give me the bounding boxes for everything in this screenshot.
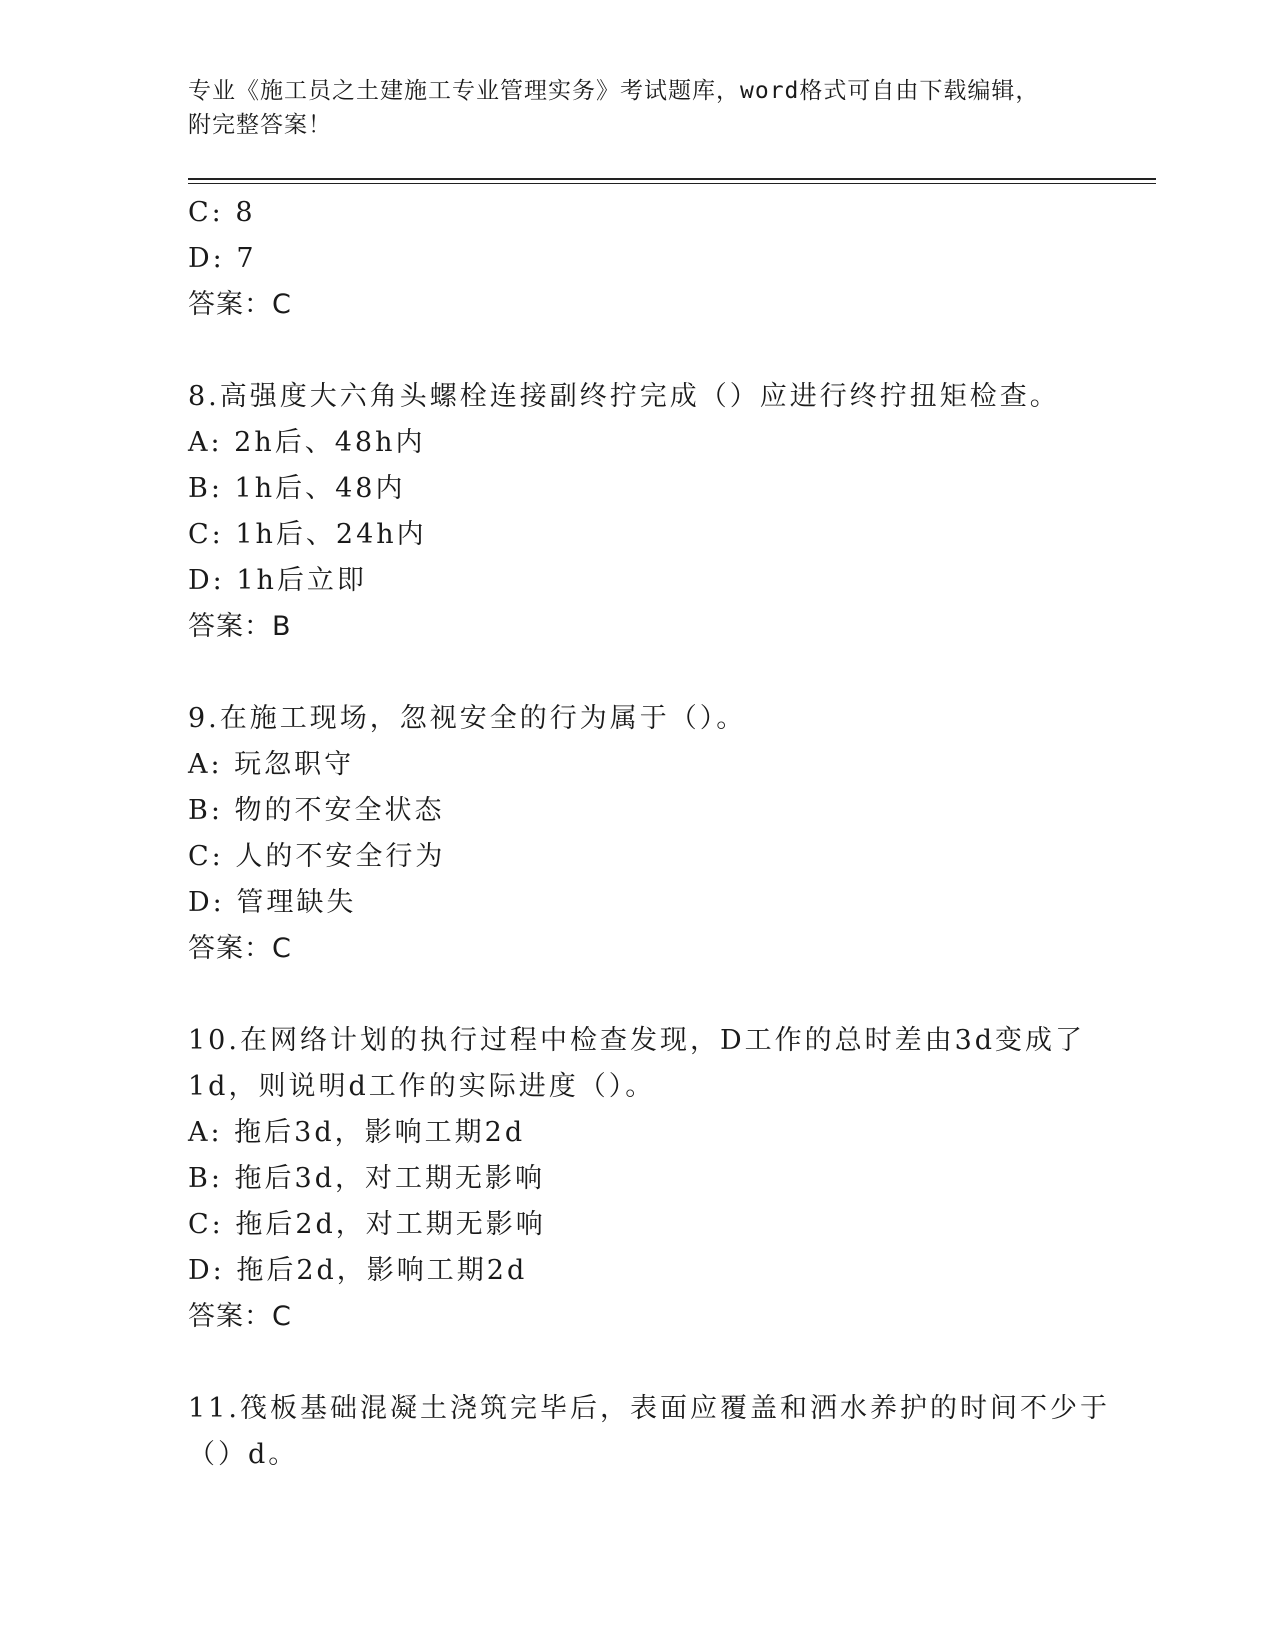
option-c: C: 拖后2d，对工期无影响	[188, 1209, 546, 1240]
header-divider-thin	[188, 183, 1156, 184]
header-line-2: 附完整答案！	[188, 112, 332, 138]
question-list	[188, 190, 1156, 1478]
question-7-tail	[188, 190, 1156, 328]
question-text-line-2: 1d，则说明d工作的实际进度（）。	[188, 1071, 656, 1102]
question-8	[188, 374, 1156, 650]
question-9	[188, 696, 1156, 972]
option-c: C: 人的不安全行为	[188, 841, 446, 872]
spacer	[188, 650, 1156, 696]
question-text-line-2: （）d。	[188, 1439, 299, 1470]
spacer	[188, 328, 1156, 374]
answer-line: 答案：C	[188, 1301, 292, 1332]
option-c: C: 8	[188, 197, 256, 228]
option-a: A: 玩忽职守	[188, 749, 355, 780]
question-11	[188, 1386, 1156, 1478]
option-b: B: 1h后、48内	[188, 473, 406, 504]
answer-line: 答案：C	[188, 933, 292, 964]
header-divider-thick	[188, 178, 1156, 180]
question-text: 8.高强度大六角头螺栓连接副终拧完成（）应进行终拧扭矩检查。	[188, 381, 1060, 412]
document-header	[188, 74, 1068, 142]
option-b: B: 物的不安全状态	[188, 795, 445, 826]
option-a: A: 拖后3d，影响工期2d	[188, 1117, 526, 1148]
answer-line: 答案：B	[188, 611, 292, 642]
spacer	[188, 972, 1156, 1018]
option-d: D: 7	[188, 243, 257, 274]
question-10	[188, 1018, 1156, 1340]
option-c: C: 1h后、24h内	[188, 519, 427, 550]
answer-line: 答案：C	[188, 289, 292, 320]
spacer	[188, 1340, 1156, 1386]
question-text-line-1: 11.筏板基础混凝土浇筑完毕后，表面应覆盖和洒水养护的时间不少于	[188, 1393, 1110, 1424]
question-text: 9.在施工现场，忽视安全的行为属于（）。	[188, 703, 747, 734]
option-d: D: 拖后2d，影响工期2d	[188, 1255, 528, 1286]
header-line-1: 专业《施工员之土建施工专业管理实务》考试题库，word格式可自由下载编辑，	[188, 78, 1040, 104]
question-text-line-1: 10.在网络计划的执行过程中检查发现，D工作的总时差由3d变成了	[188, 1025, 1086, 1056]
option-d: D: 管理缺失	[188, 887, 357, 918]
option-b: B: 拖后3d，对工期无影响	[188, 1163, 545, 1194]
option-d: D: 1h后立即	[188, 565, 367, 596]
option-a: A: 2h后、48h内	[188, 427, 426, 458]
